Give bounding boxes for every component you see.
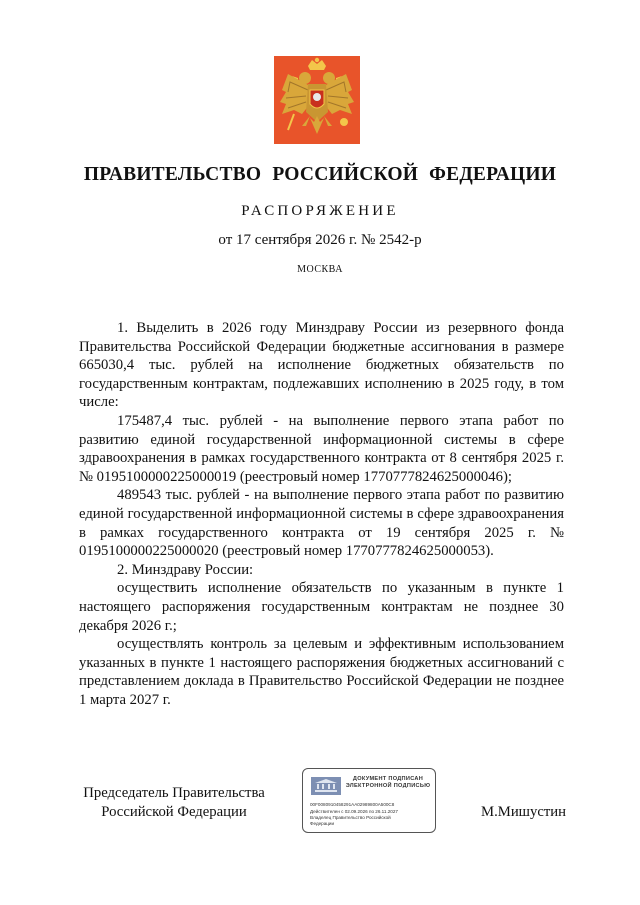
paragraph-3: 489543 тыс. рублей - на выполнение первого этапа работ по развитию единой государственной информационной системы в сфере здравоохранения в рамках государственного контракта от 19 сентября 2025 г. № 0195100000225000020 (реестровый номер 1770777824625000053). — [79, 487, 564, 560]
stamp-owner-line-2: Федерации — [310, 821, 335, 826]
paragraph-2: 175487,4 тыс. рублей - на выполнение первого этапа работ по развитию единой государственной информационной системы в сфере здравоохранения в рамках государственного контракта от 8 сентября 2025 г. № 0195100000225000019 (реестровый номер 1770777824625000046); — [79, 412, 564, 485]
stamp-title: ДОКУМЕНТ ПОДПИСАН ЭЛЕКТРОННОЙ ПОДПИСЬЮ — [345, 776, 431, 789]
signatory-position-line-2: Российской Федерации — [101, 804, 247, 820]
document-date-number: от 17 сентября 2026 г. № 2542-р — [218, 232, 422, 248]
signatory-position-line-1: Председатель Правительства — [83, 785, 265, 801]
document-type: РАСПОРЯЖЕНИЕ — [241, 203, 399, 219]
paragraph-4: 2. Минздраву России: — [117, 561, 254, 578]
organization-title: ПРАВИТЕЛЬСТВО РОССИЙСКОЙ ФЕДЕРАЦИИ — [83, 164, 557, 185]
signatory-position — [79, 784, 269, 822]
document-city: МОСКВА — [297, 264, 343, 275]
government-building-icon — [311, 777, 341, 795]
signatory-name: М.Мишустин — [481, 804, 566, 820]
paragraph-5: осуществить исполнение обязательств по указанным в пункте 1 настоящего распоряжения государственным контрактам не позднее 30 декабря 2026 г.; — [79, 580, 564, 634]
stamp-validity: Действителен с 02.09.2026 по 26.11.2027 — [310, 809, 398, 814]
electronic-signature-stamp — [302, 768, 436, 833]
document-body — [79, 319, 564, 709]
coat-of-arms-emblem — [274, 56, 360, 144]
paragraph-6: осуществлять контроль за целевым и эффективным использованием указанных в пункте 1 настоящего распоряжения бюджетных ассигнований с представлением доклада в Правительство Российской Федерации не позднее 1 марта 2027 г. — [79, 636, 564, 708]
stamp-serial: 00F0080910458291AA02989800A500C8 — [310, 802, 395, 807]
stamp-owner: Владелец Правительство Российской — [310, 815, 391, 820]
paragraph-1: 1. Выделить в 2026 году Минздраву России из резервного фонда Правительства Российской Федерации бюджетные ассигнования в размере 665030,4 тыс. рублей на исполнение бюджетных обязательств по государственным контрактам, подлежавших исполнению в 2025 году, в том числе: — [79, 320, 564, 411]
